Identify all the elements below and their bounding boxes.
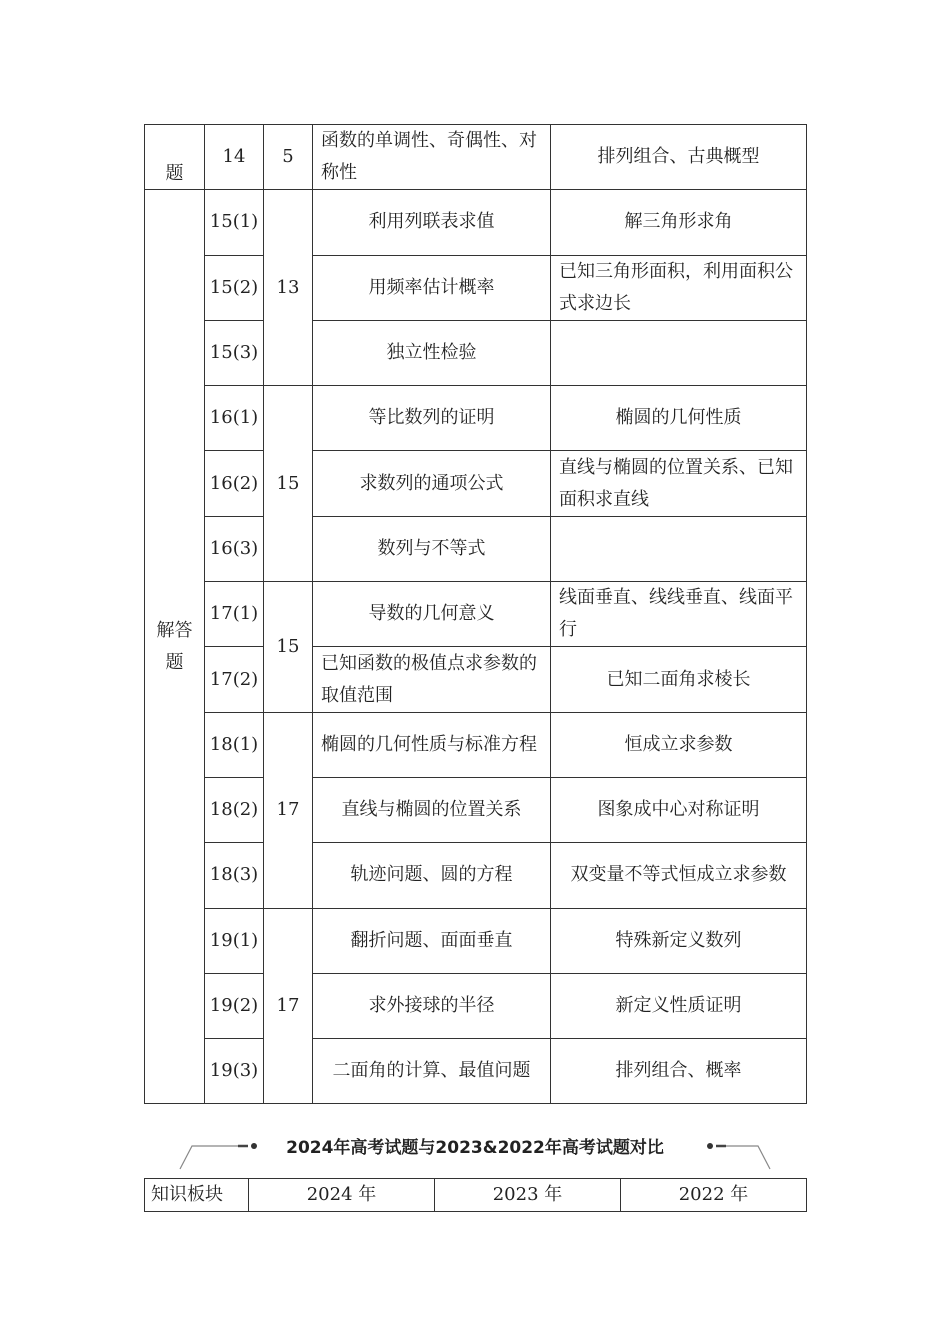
section-heading-title: 2024年高考试题与2023&2022年高考试题对比 xyxy=(286,1138,664,1158)
topic-2024: 求外接球的半径 xyxy=(313,973,551,1038)
topic-2023: 已知三角形面积，利用面积公式求边长 xyxy=(551,255,807,320)
question-number: 19(1) xyxy=(205,908,264,973)
question-number: 19(3) xyxy=(205,1039,264,1104)
header-2023: 2023 年 xyxy=(435,1179,621,1212)
table-row xyxy=(145,1039,807,1104)
comparison-table xyxy=(144,1178,807,1212)
header-2022: 2022 年 xyxy=(621,1179,807,1212)
topic-2024: 已知函数的极值点求参数的取值范围 xyxy=(313,647,551,712)
topic-2023: 新定义性质证明 xyxy=(551,973,807,1038)
table-row xyxy=(145,777,807,842)
topic-2023: 排列组合、古典概型 xyxy=(551,125,807,190)
table-row xyxy=(145,843,807,908)
question-number: 18(2) xyxy=(205,777,264,842)
topic-2024: 导数的几何意义 xyxy=(313,582,551,647)
answer-question-category: 解答题 xyxy=(145,190,205,1104)
question-score: 17 xyxy=(264,908,313,1104)
topic-2024: 椭圆的几何性质与标准方程 xyxy=(313,712,551,777)
question-category: 题 xyxy=(145,125,205,190)
topic-2024: 数列与不等式 xyxy=(313,516,551,581)
header-2024: 2024 年 xyxy=(249,1179,435,1212)
table-row xyxy=(145,973,807,1038)
question-number: 14 xyxy=(205,125,264,190)
question-number: 19(2) xyxy=(205,973,264,1038)
topic-2023: 特殊新定义数列 xyxy=(551,908,807,973)
topic-2023 xyxy=(551,516,807,581)
question-number: 15(3) xyxy=(205,320,264,385)
topic-2024: 函数的单调性、奇偶性、对称性 xyxy=(313,125,551,190)
topic-2023: 已知二面角求棱长 xyxy=(551,647,807,712)
topic-2023: 椭圆的几何性质 xyxy=(551,386,807,451)
topic-2024: 翻折问题、面面垂直 xyxy=(313,908,551,973)
table-row xyxy=(145,712,807,777)
topic-2023 xyxy=(551,320,807,385)
question-number: 16(2) xyxy=(205,451,264,516)
topic-2024: 用频率估计概率 xyxy=(313,255,551,320)
question-number: 17(1) xyxy=(205,582,264,647)
topic-2023: 直线与椭圆的位置关系、已知面积求直线 xyxy=(551,451,807,516)
topic-2023: 恒成立求参数 xyxy=(551,712,807,777)
question-score: 17 xyxy=(264,712,313,908)
question-number: 15(2) xyxy=(205,255,264,320)
question-number: 18(3) xyxy=(205,843,264,908)
topic-2024: 利用列联表求值 xyxy=(313,190,551,255)
exam-topics-table xyxy=(144,124,807,1104)
topic-2024: 独立性检验 xyxy=(313,320,551,385)
question-score: 13 xyxy=(264,190,313,386)
question-score: 15 xyxy=(264,386,313,582)
table-row xyxy=(145,190,807,255)
topic-2024: 轨迹问题、圆的方程 xyxy=(313,843,551,908)
table-row xyxy=(145,386,807,451)
table-header-row xyxy=(145,1179,807,1212)
header-knowledge-block: 知识板块 xyxy=(145,1179,249,1212)
question-score: 15 xyxy=(264,582,313,713)
question-score: 5 xyxy=(264,125,313,190)
topic-2023: 双变量不等式恒成立求参数 xyxy=(551,843,807,908)
topic-2023: 线面垂直、线线垂直、线面平行 xyxy=(551,582,807,647)
table-row xyxy=(145,255,807,320)
topic-2024: 二面角的计算、最值问题 xyxy=(313,1039,551,1104)
table-row xyxy=(145,451,807,516)
table-row xyxy=(145,647,807,712)
question-number: 15(1) xyxy=(205,190,264,255)
question-number: 16(1) xyxy=(205,386,264,451)
question-number: 16(3) xyxy=(205,516,264,581)
topic-2023: 解三角形求角 xyxy=(551,190,807,255)
topic-2023: 图象成中心对称证明 xyxy=(551,777,807,842)
topic-2023: 排列组合、概率 xyxy=(551,1039,807,1104)
table-row xyxy=(145,908,807,973)
table-row xyxy=(145,125,807,190)
topic-2024: 直线与椭圆的位置关系 xyxy=(313,777,551,842)
section-heading xyxy=(140,1134,810,1174)
question-number: 18(1) xyxy=(205,712,264,777)
topic-2024: 求数列的通项公式 xyxy=(313,451,551,516)
question-number: 17(2) xyxy=(205,647,264,712)
topic-2024: 等比数列的证明 xyxy=(313,386,551,451)
table-row xyxy=(145,516,807,581)
table-row xyxy=(145,320,807,385)
table-row xyxy=(145,582,807,647)
